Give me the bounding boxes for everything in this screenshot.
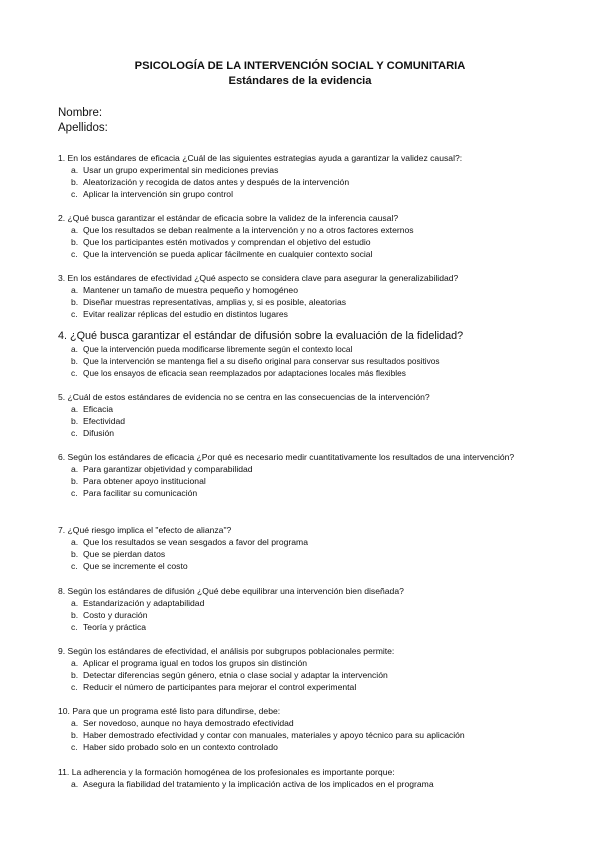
- option-a: a. Mantener un tamaño de muestra pequeño y homogéneo: [71, 285, 298, 296]
- question-4: [58, 330, 546, 379]
- option-a: a. Que la intervención pueda modificarse libremente según el contexto local: [71, 344, 353, 354]
- question-stem: 3. En los estándares de efectividad ¿Qué aspecto se considera clave para asegurar la generalizabilidad?: [58, 273, 459, 283]
- question-stem: 9. Según los estándares de efectividad, el análisis por subgrupos poblacionales permite:: [58, 646, 395, 656]
- question-stem: 11. La adherencia y la formación homogénea de los profesionales es importante porque:: [58, 767, 395, 777]
- question-stem: 5. ¿Cuál de estos estándares de evidencia no se centra en las consecuencias de la intervención?: [58, 392, 430, 402]
- question-5: [58, 391, 546, 439]
- question-6: [58, 451, 546, 499]
- question-stem: 7. ¿Qué riesgo implica el "efecto de alianza"?: [58, 525, 232, 535]
- page-title: PSICOLOGÍA DE LA INTERVENCIÓN SOCIAL Y COMUNITARIA: [134, 60, 466, 72]
- option-c: c. Para facilitar su comunicación: [71, 488, 198, 499]
- page-subtitle: Estándares de la evidencia: [228, 75, 372, 87]
- question-stem: 8. Según los estándares de difusión ¿Qué debe equilibrar una intervención bien diseñada?: [58, 586, 404, 596]
- option-a: a. Eficacia: [71, 404, 114, 415]
- question-stem: 4. ¿Qué busca garantizar el estándar de difusión sobre la evaluación de la fidelidad?: [58, 330, 464, 342]
- option-c: c. Teoría y práctica: [71, 622, 147, 633]
- option-b: b. Que los participantes estén motivados y comprendan el objetivo del estudio: [71, 237, 371, 248]
- option-c: c. Haber sido probado solo en un contexto controlado: [71, 742, 278, 753]
- question-2: [58, 212, 546, 260]
- option-b: b. Haber demostrado efectividad y contar con manuales, materiales y apoyo técnico para su aplicación: [71, 730, 465, 741]
- option-c: c. Que los ensayos de eficacia sean reemplazados por adaptaciones locales más flexibles: [71, 368, 406, 378]
- option-a: a. Usar un grupo experimental sin mediciones previas: [71, 165, 279, 176]
- option-a: a. Ser novedoso, aunque no haya demostrado efectividad: [71, 718, 294, 729]
- question-9: [58, 645, 546, 693]
- option-c: c. Reducir el número de participantes para mejorar el control experimental: [71, 682, 357, 693]
- question-3: [58, 272, 546, 320]
- option-b: b. Efectividad: [71, 416, 126, 427]
- option-b: b. Costo y duración: [71, 610, 148, 621]
- option-b: b. Que la intervención se mantenga fiel a su diseño original para conservar sus resultados positivos: [71, 356, 440, 366]
- option-c: c. Que la intervención se pueda aplicar fácilmente en cualquier contexto social: [71, 249, 373, 260]
- question-stem: 2. ¿Qué busca garantizar el estándar de eficacia sobre la validez de la inferencia causal?: [58, 213, 399, 223]
- question-stem: 10. Para que un programa esté listo para difundirse, debe:: [58, 706, 281, 716]
- question-1: [58, 152, 546, 200]
- name-label: Nombre:: [58, 107, 103, 119]
- question-7: [58, 524, 546, 572]
- option-b: b. Aleatorización y recogida de datos antes y después de la intervención: [71, 177, 350, 188]
- surname-label: Apellidos:: [58, 122, 108, 134]
- option-c: c. Difusión: [71, 428, 115, 439]
- question-8: [58, 585, 546, 633]
- option-b: b. Diseñar muestras representativas, amplias y, si es posible, aleatorias: [71, 297, 347, 308]
- option-c: c. Que se incremente el costo: [71, 561, 188, 572]
- option-a: a. Aplicar el programa igual en todos los grupos sin distinción: [71, 658, 308, 669]
- option-a: a. Estandarización y adaptabilidad: [71, 598, 205, 609]
- question-stem: 6. Según los estándares de eficacia ¿Por qué es necesario medir cuantitativamente los resultados de una intervención?: [58, 452, 515, 462]
- question-stem: 1. En los estándares de eficacia ¿Cuál de las siguientes estrategias ayuda a garantizar la validez causal?:: [58, 153, 463, 163]
- option-c: c. Aplicar la intervención sin grupo control: [71, 189, 233, 200]
- option-a: a. Que los resultados se vean sesgados a favor del programa: [71, 537, 308, 548]
- option-b: b. Detectar diferencias según género, etnia o clase social y adaptar la intervención: [71, 670, 388, 681]
- option-a: a. Asegura la fiabilidad del tratamiento y la implicación activa de los implicados en el programa: [71, 779, 434, 790]
- option-a: a. Que los resultados se deban realmente a la intervención y no a otros factores externos: [71, 225, 414, 236]
- option-b: b. Para obtener apoyo institucional: [71, 476, 206, 487]
- option-b: b. Que se pierdan datos: [71, 549, 166, 560]
- question-11: [58, 766, 546, 790]
- option-a: a. Para garantizar objetividad y comparabilidad: [71, 464, 253, 475]
- option-c: c. Evitar realizar réplicas del estudio en distintos lugares: [71, 309, 288, 320]
- question-10: [58, 705, 546, 753]
